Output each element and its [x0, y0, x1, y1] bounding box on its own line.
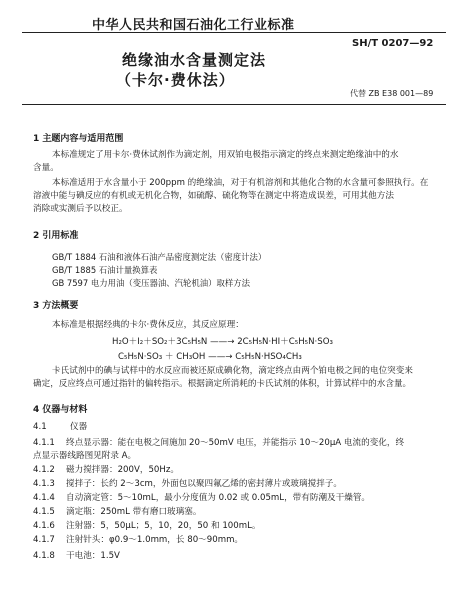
clause-number: 4.1.8 [33, 551, 55, 561]
paragraph-line: 卡氏试剂中的碘与试样中的水反应而被还原成碘化物，滴定终点由两个铂电极之间的电位突变来 [52, 366, 413, 376]
paragraph-line: 确定，反应终点可通过指针的偏转指示。根据滴定所消耗的卡氏试剂的体积，计算试样中的水含量。 [33, 379, 412, 389]
section-heading: 2 引用标准 [33, 231, 79, 241]
clause-number: 4.1.6 [33, 521, 55, 531]
reference-item: GB/T 1885 石油计量换算表 [52, 265, 158, 275]
section-heading: 4 仪器与材料 [33, 405, 88, 415]
title-rule [22, 104, 446, 105]
clause-text: 滴定瓶：250mL 带有磨口玻璃塞。 [66, 507, 202, 517]
clause-number: 4.1.5 [33, 507, 55, 517]
standard-number: SH/T 0207—92 [352, 38, 434, 49]
clause-text: 搅拌子：长约 2～3cm，外面包以聚四氟乙烯的密封薄片或玻璃搅拌子。 [66, 479, 342, 489]
clause-number: 4.1.7 [33, 535, 55, 545]
header-rule [22, 32, 446, 33]
clause-text: 仪器 [70, 422, 88, 432]
paragraph-line: 含量。 [33, 163, 59, 173]
clause-text: 注射针头：φ0.9～1.0mm，长 80～90mm。 [66, 535, 244, 545]
replaces-note: 代替 ZB E38 001—89 [350, 89, 434, 98]
clause-number: 4.1.3 [33, 479, 55, 489]
section-heading: 3 方法概要 [33, 301, 79, 311]
document-subtitle: （卡尔·费休法） [116, 71, 235, 89]
paragraph-line: 本标准适用于水含量小于 200ppm 的绝缘油，对于有机溶剂和其他化合物的水含量可参照执行。在 [52, 178, 429, 188]
clause-text: 干电池：1.5V [66, 551, 120, 561]
clause-text: 点显示器线路图见附录 A。 [33, 451, 137, 461]
document-title: 绝缘油水含量测定法 [122, 51, 267, 69]
clause-text: 注射器：5，50μL；5，10，20，50 和 100mL。 [66, 521, 261, 531]
clause-text: 自动滴定管：5～10mL，最小分度值为 0.02 或 0.05mL，带有防潮及干燥管。 [66, 493, 371, 503]
paragraph-line: 本标准规定了用卡尔·费休试剂作为滴定剂，用双铂电极指示滴定的终点来测定绝缘油中的水 [52, 150, 399, 160]
paragraph-line: 本标准是根据经典的卡尔·费休反应，其反应原理： [52, 320, 244, 330]
paragraph-line: 消除或实测后予以校正。 [33, 204, 128, 214]
clause-number: 4.1.2 [33, 465, 55, 475]
standard-category-header: 中华人民共和国石油化工行业标准 [92, 18, 295, 33]
equation-line: H₂O＋I₂＋SO₂＋3C₅H₅N ——→ 2C₅H₅N·HI＋C₅H₅N·SO₃ [112, 337, 333, 347]
paragraph-line: 溶液中能与碘反应的有机或无机化合物，如硫醇、硫化物等在测定中将造成误差，可用其他方法 [33, 191, 394, 201]
reference-item: GB/T 1884 石油和液体石油产品密度测定法（密度计法） [52, 252, 267, 262]
equation-line: C₅H₅N·SO₃ ＋ CH₃OH ——→ C₅H₅N·HSO₄CH₃ [118, 352, 302, 362]
clause-number: 4.1.4 [33, 493, 55, 503]
clause-number: 4.1.1 [33, 438, 55, 448]
clause-text: 磁力搅拌器：200V，50Hz。 [66, 465, 179, 475]
reference-item: GB 7597 电力用油（变压器油、汽轮机油）取样方法 [52, 278, 250, 288]
section-heading: 1 主题内容与适用范围 [33, 134, 124, 144]
clause-text: 终点显示器：能在电极之间施加 20～50mV 电压，并能指示 10～20μA 电流的变化，终 [66, 438, 405, 448]
clause-number: 4.1 [33, 422, 47, 432]
